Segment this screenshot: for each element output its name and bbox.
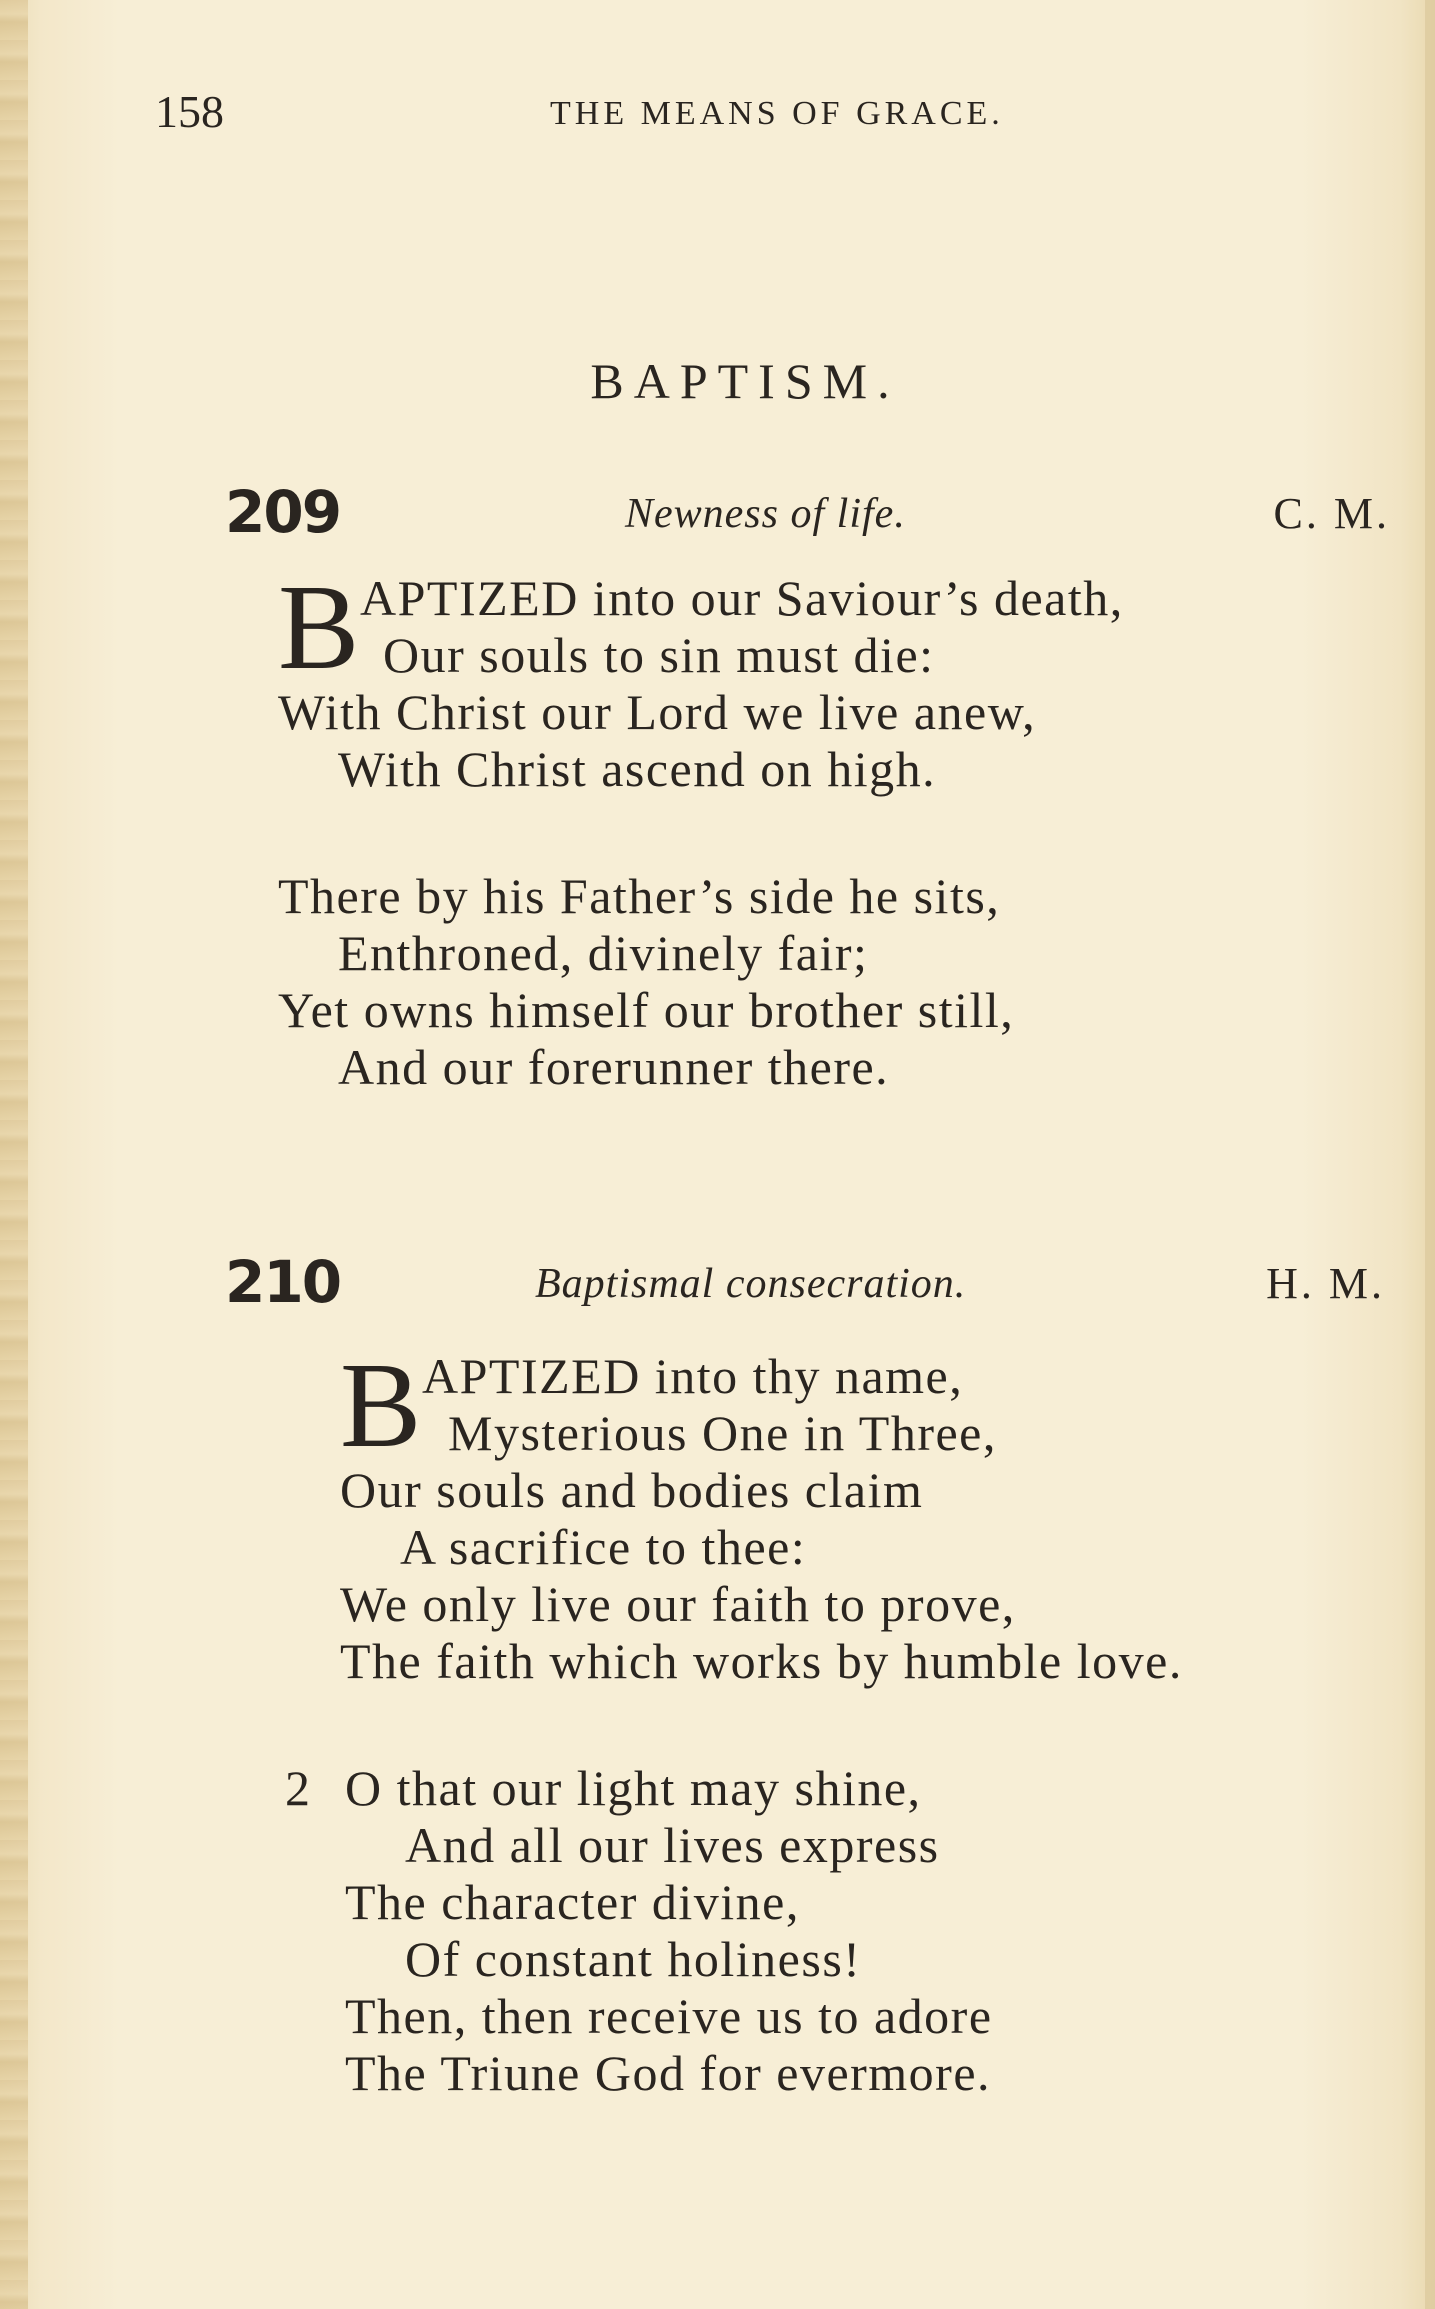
verse-line: We only live our faith to prove, [340, 1576, 1016, 1632]
verse-line: With Christ our Lord we live anew, [278, 684, 1037, 740]
drop-cap: B [278, 560, 361, 695]
page-edge-right [1425, 0, 1435, 2309]
verse-line: And all our lives express [405, 1817, 940, 1873]
verse-line: Enthroned, divinely fair; [338, 925, 869, 981]
verse-line: The character divine, [345, 1874, 800, 1930]
page-edge-left [0, 0, 28, 2309]
running-head [155, 85, 1155, 145]
stanza-210-1 [340, 1338, 1183, 1690]
hymn-header-209 [225, 478, 1390, 548]
stanza-210-2 [285, 1760, 993, 2102]
verse-line-text: O that our light may shine, [345, 1760, 922, 1816]
hymn-number: 210 [225, 1248, 341, 1316]
verse-line: APTIZED into thy name, [422, 1348, 964, 1404]
section-heading: BAPTISM. [590, 353, 900, 409]
page-number: 158 [155, 86, 224, 137]
verse-line: The faith which works by humble love. [340, 1633, 1183, 1689]
verse-line: With Christ ascend on high. [338, 741, 937, 797]
running-title: THE MEANS OF GRACE. [550, 95, 1004, 132]
verse-line: There by his Father’s side he sits, [278, 868, 1001, 924]
verse-line: The Triune God for evermore. [345, 2045, 992, 2101]
hymn-title: Newness of life. [625, 491, 906, 537]
drop-cap-block [278, 560, 1124, 695]
stanza-number: 2 [285, 1760, 312, 1816]
drop-cap: B [340, 1338, 423, 1473]
verse-line: A sacrifice to thee: [400, 1519, 807, 1575]
verse-line: Our souls and bodies claim [340, 1462, 924, 1518]
hymn-meter: C. M. [1273, 489, 1390, 538]
verse-line: Our souls to sin must die: [383, 627, 935, 683]
verse-line: Then, then receive us to adore [345, 1988, 993, 2044]
drop-cap-block [340, 1338, 1183, 1473]
verse-line: Yet owns himself our brother still, [278, 982, 1015, 1038]
verse-line: Of constant holiness! [405, 1931, 862, 1987]
verse-line [285, 1760, 993, 1817]
stanza-209-1 [278, 560, 1124, 798]
verse-line: APTIZED into our Saviour’s death, [360, 570, 1124, 626]
verse-line: And our forerunner there. [338, 1039, 890, 1095]
hymn-header-210 [225, 1248, 1385, 1318]
hymn-title: Baptismal consecration. [535, 1261, 967, 1307]
stanza-209-2 [278, 868, 1014, 1096]
hymn-number: 209 [225, 478, 341, 546]
hymn-meter: H. M. [1266, 1259, 1385, 1308]
verse-line: Mysterious One in Three, [448, 1405, 997, 1461]
